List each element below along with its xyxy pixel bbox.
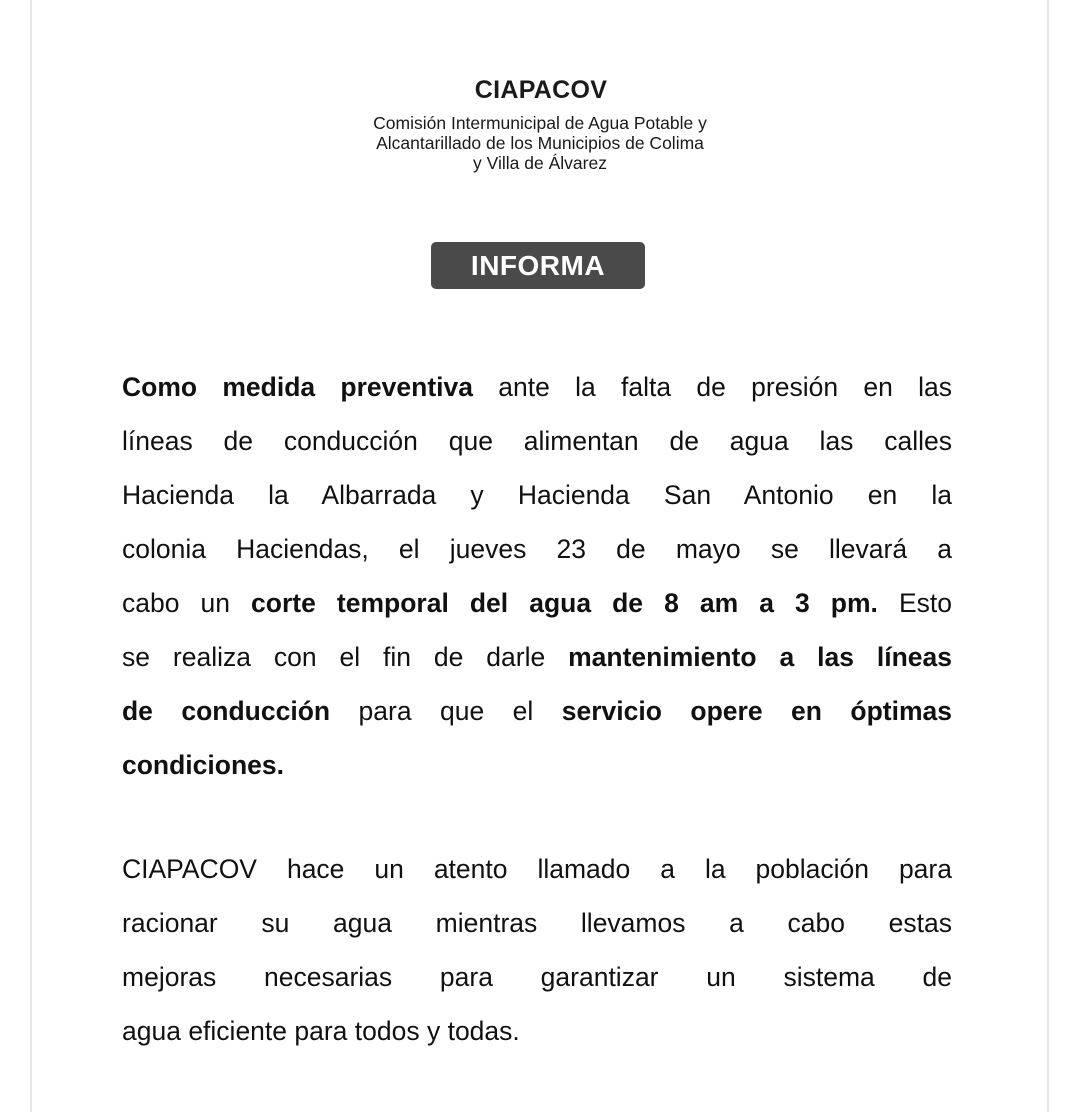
appeal-paragraph [122,842,952,1058]
text-line [122,360,952,414]
org-full-name-line: Alcantarillado de los Municipios de Colima [376,133,704,153]
bold-text: Como medida preventiva [122,372,473,402]
text-line [122,950,952,1004]
text-line [122,896,952,950]
text-line [122,522,952,576]
bold-text: de conducción [122,696,331,726]
bold-text: corte temporal del agua de 8 am a 3 pm. [251,588,878,618]
text-run: mejoras necesarias para garantizar un sistema de [122,962,952,992]
text-line [122,630,952,684]
text-run: Hacienda la Albarrada y Hacienda San Antonio en la [122,480,952,510]
text-run: cabo un [122,588,252,618]
text-line [122,576,952,630]
bold-text: condiciones. [122,750,284,780]
org-full-name-line: y Villa de Álvarez [473,153,607,173]
text-line [122,842,952,896]
text-run: ante la falta de presión en las [472,372,952,402]
text-line [122,684,952,738]
text-run: agua eficiente para todos y todas. [122,1016,520,1046]
announcement-paragraph [122,360,952,792]
text-run: se realiza con el fin de darle [122,642,569,672]
text-run: colonia Haciendas, el jueves 23 de mayo se llevará a [122,534,952,564]
bold-text: servicio opere en óptimas [561,696,952,726]
text-line [122,1004,952,1058]
text-run: para que el [330,696,562,726]
org-full-name-line: Comisión Intermunicipal de Agua Potable y [373,113,707,133]
text-line [122,468,952,522]
text-line [122,738,952,792]
bold-text: mantenimiento a las líneas [568,642,952,672]
text-run: CIAPACOV hace un atento llamado a la población para [122,854,952,884]
org-full-name [0,113,1080,173]
informa-badge: INFORMA [431,242,645,289]
text-run: racionar su agua mientras llevamos a cabo estas [122,908,952,938]
text-run: líneas de conducción que alimentan de agua las calles [122,426,952,456]
text-run: Esto [877,588,952,618]
org-name: CIAPACOV [474,76,608,104]
document-header [0,76,1080,173]
text-line [122,414,952,468]
